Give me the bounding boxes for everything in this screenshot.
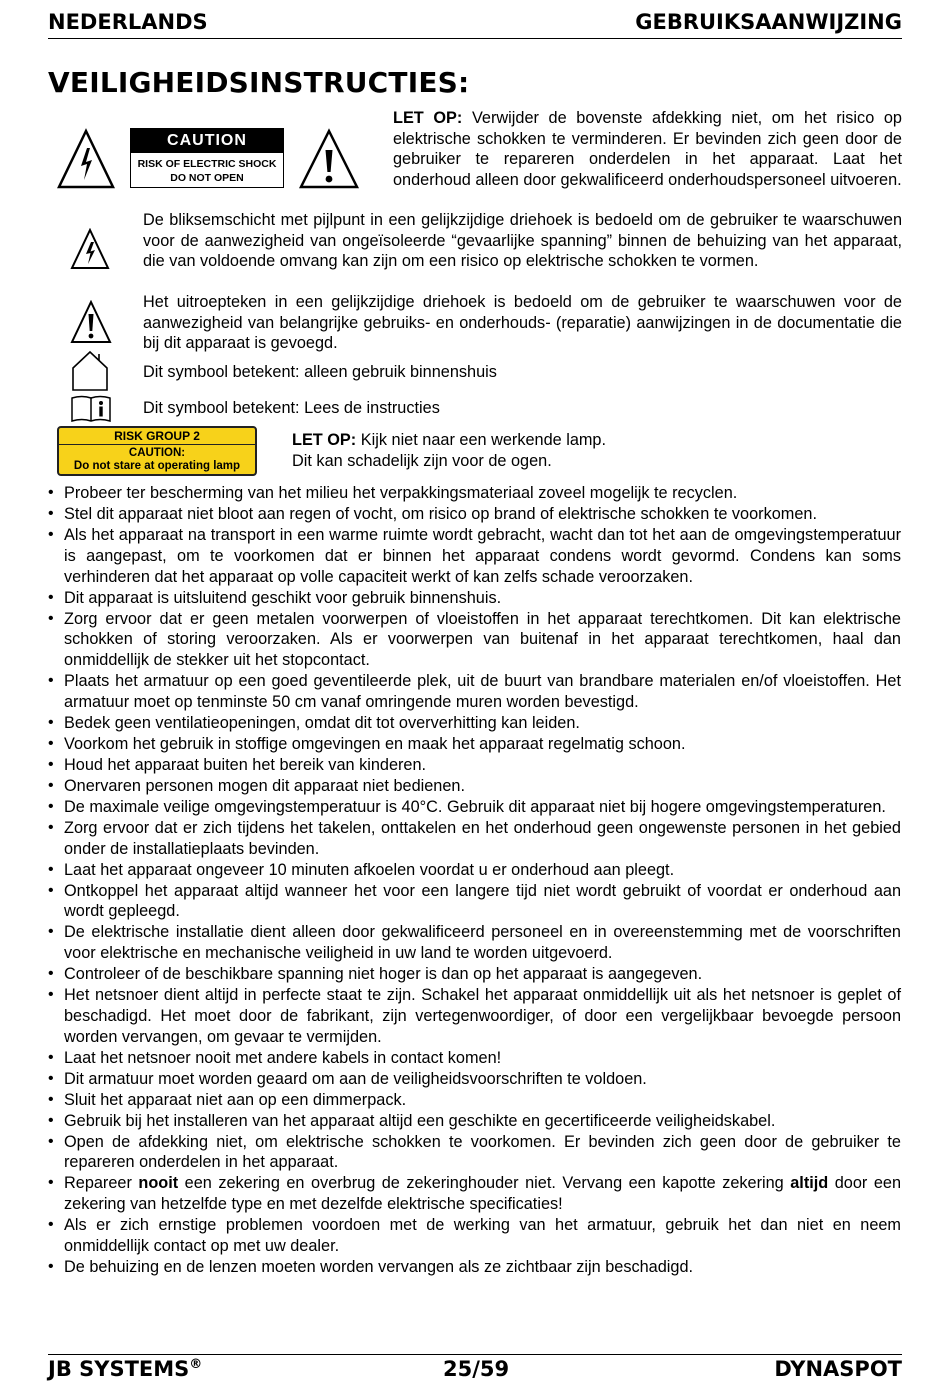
lamp-notice-line1: Kijk niet naar een werkende lamp. — [360, 431, 607, 449]
fuse-bullet-bold2: altijd — [790, 1174, 829, 1193]
read-manual-text: Dit symbool betekent: Lees de instructies — [143, 399, 440, 417]
lamp-notice — [292, 430, 606, 471]
lightning-triangle-icon — [70, 228, 110, 270]
list-item: • De behuizing en de lenzen moeten worden vervangen als ze zichtbaar zijn beschadigd. — [44, 1257, 901, 1278]
lamp-notice-label: LET OP: — [292, 431, 357, 449]
list-item: • Probeer ter bescherming van het milieu het verpakkingsmateriaal zoveel mogelijk te recyclen. — [44, 483, 901, 504]
list-item: • Gebruik bij het installeren van het apparaat altijd een geschikte en gecertificeerde veiligheidskabel. — [44, 1111, 901, 1132]
page-header — [48, 10, 902, 39]
indoor-use-text: Dit symbool betekent: alleen gebruik binnenshuis — [143, 363, 497, 381]
list-item: • Sluit het apparaat niet aan op een dimmerpack. — [44, 1090, 901, 1111]
read-manual-icon — [70, 394, 112, 424]
header-document-type: GEBRUIKSAANWIJZING — [635, 10, 902, 34]
list-item: • De elektrische installatie dient alleen door gekwalificeerd personeel en in overeenstemming met de voorschriften voor elektrische en mechanische veiligheid in uw land te worden uitgevoerd. — [44, 922, 901, 964]
footer-product: DYNASPOT — [774, 1357, 902, 1381]
list-item: • Stel dit apparaat niet bloot aan regen of vocht, om risico op brand of elektrische schokken te voorkomen. — [44, 504, 901, 525]
risk-group-caution: CAUTION: — [128, 447, 186, 459]
list-item: • Voorkom het gebruik in stoffige omgevingen en maak het apparaat regelmatig schoon. — [44, 734, 901, 755]
lamp-notice-line2: Dit kan schadelijk zijn voor de ogen. — [292, 451, 552, 470]
registered-mark: ® — [189, 1357, 203, 1372]
list-item: • Onervaren personen mogen dit apparaat niet bedienen. — [44, 776, 901, 797]
cover-notice-text: Verwijder de bovenste afdekking niet, om het risico op elektrische schokken te verminderen. Er bevinden zich geen door de gebruiker te repareren onderdelen in het apparaat. Laat het onderhoud alleen door gekwalificeerd onderhoudspersoneel uitvoeren. — [393, 109, 902, 189]
list-item: • Plaats het armatuur op een goed geventileerde plek, uit de buurt van brandbare materialen en/of vloeistoffen. Het armatuur moet op tenminste 50 cm vanaf omringende muren worden bevestigd. — [44, 671, 901, 713]
list-item: • Als er zich ernstige problemen voordoen met de werking van het armatuur, gebruik het dan niet en neem onmiddellijk contact op met uw dealer. — [44, 1215, 901, 1257]
list-item: • Open de afdekking niet, om elektrische schokken te voorkomen. Er bevinden zich geen door de gebruiker te repareren onderdelen in het apparaat. — [44, 1132, 901, 1174]
list-item: • Zorg ervoor dat er geen metalen voorwerpen of vloeistoffen in het apparaat terechtkomen. Dit kan elektrische schokken of storing veroorzaken. Als er voorwerpen van buitenaf in het apparaat terechtkomen, haal dan onmiddellijk de stekker uit het stopcontact. — [44, 609, 901, 671]
exclamation-triangle-icon — [70, 300, 112, 344]
list-item: • Het netsnoer dient altijd in perfecte staat te zijn. Schakel het apparaat onmiddellijk uit als het netsnoer is geplet of beschadigd. Het moet door de fabrikant, zijn vertegenwoordiger, of door een vergelijkbaar bevoegde persoon worden vervangen, om gevaar te vermijden. — [44, 985, 901, 1047]
section-title: VEILIGHEIDSINSTRUCTIES: — [48, 66, 470, 99]
cover-notice-label: LET OP: — [393, 109, 463, 127]
list-item: • Dit apparaat is uitsluitend geschikt voor gebruik binnenshuis. — [44, 588, 901, 609]
exclamation-explanation: Het uitroepteken in een gelijkzijdige driehoek is bedoeld om de gebruiker te waarschuwen voor de aanwezigheid van belangrijke gebruiks- en onderhouds- (reparatie) aanwijzingen in de documentatie die bij dit apparaat is gevoegd. — [143, 293, 902, 352]
exclamation-warning-icon — [298, 128, 360, 190]
list-item: • Laat het apparaat ongeveer 10 minuten afkoelen voordat u er onderhoud aan pleegt. — [44, 860, 901, 881]
page-footer — [48, 1354, 902, 1383]
caution-label-title: CAUTION — [131, 129, 283, 153]
fuse-bullet-part2: een zekering en overbrug de zekeringhouder niet. Vervang een kapotte zekering — [178, 1174, 791, 1193]
safety-instruction-list — [44, 483, 901, 1278]
list-item: • Controleer of de beschikbare spanning niet hoger is dan op het apparaat is aangegeven. — [44, 964, 901, 985]
risk-group-title: RISK GROUP 2 — [59, 428, 255, 445]
footer-brand — [48, 1357, 202, 1381]
footer-page-number: 25/59 — [443, 1357, 510, 1381]
list-item: • Zorg ervoor dat er zich tijdens het takelen, onttakelen en het onderhoud geen ongewenste personen in het gebied onder de installatieplaats bevinden. — [44, 818, 901, 860]
footer-brand-name: JB SYSTEMS — [48, 1357, 190, 1381]
list-item: • Ontkoppel het apparaat altijd wanneer het voor een langere tijd niet wordt gebruikt of voordat er onderhoud aan wordt gepleegd. — [44, 881, 901, 923]
list-item: • Bedek geen ventilatieopeningen, omdat dit tot oververhitting kan leiden. — [44, 713, 901, 734]
list-item: • De maximale veilige omgevingstemperatuur is 40°C. Gebruik dit apparaat niet bij hogere omgevingstemperaturen. — [44, 797, 901, 818]
fuse-bullet-part1: Repareer — [64, 1174, 139, 1193]
fuse-bullet-bold1: nooit — [138, 1174, 179, 1193]
list-item: • Laat het netsnoer nooit met andere kabels in contact komen! — [44, 1048, 901, 1069]
caution-label — [130, 128, 284, 188]
lightning-warning-icon — [56, 128, 116, 190]
lightning-explanation: De bliksemschicht met pijlpunt in een gelijkzijdige driehoek is bedoeld om de gebruiker te waarschuwen voor de aanwezigheid van ongeïsoleerde “gevaarlijke spanning” binnen de behuizing van het apparaat, die van voldoende omvang kan zijn om een risico op elektrische schokken te vormen. — [143, 211, 902, 270]
list-item: • Als het apparaat na transport in een warme ruimte wordt gebracht, wacht dan tot het aan de omgevingstemperatuur is aangepast, om te voorkomen dat er binnen het apparaat condens wordt gevormd. Condens kan soms verhinderen dat het apparaat op volle capaciteit werkt of kan zelfs schade veroorzaken. — [44, 525, 901, 587]
list-item: • Dit armatuur moet worden geaard om aan de veiligheidsvoorschriften te voldoen. — [44, 1069, 901, 1090]
caution-label-line2: DO NOT OPEN — [170, 172, 244, 184]
cover-notice — [393, 108, 902, 190]
caution-label-line1: RISK OF ELECTRIC SHOCK — [137, 158, 277, 170]
risk-group-text: Do not stare at operating lamp — [73, 460, 241, 472]
fuse-bullet-part3: door een zekering van hetzelfde type en met dezelfde elektrische specificaties! — [64, 1174, 902, 1214]
house-indoor-icon — [70, 350, 110, 392]
header-language: NEDERLANDS — [48, 10, 208, 34]
list-item: • Houd het apparaat buiten het bereik van kinderen. — [44, 755, 901, 776]
list-item — [44, 1173, 901, 1215]
risk-group-label — [57, 426, 257, 476]
